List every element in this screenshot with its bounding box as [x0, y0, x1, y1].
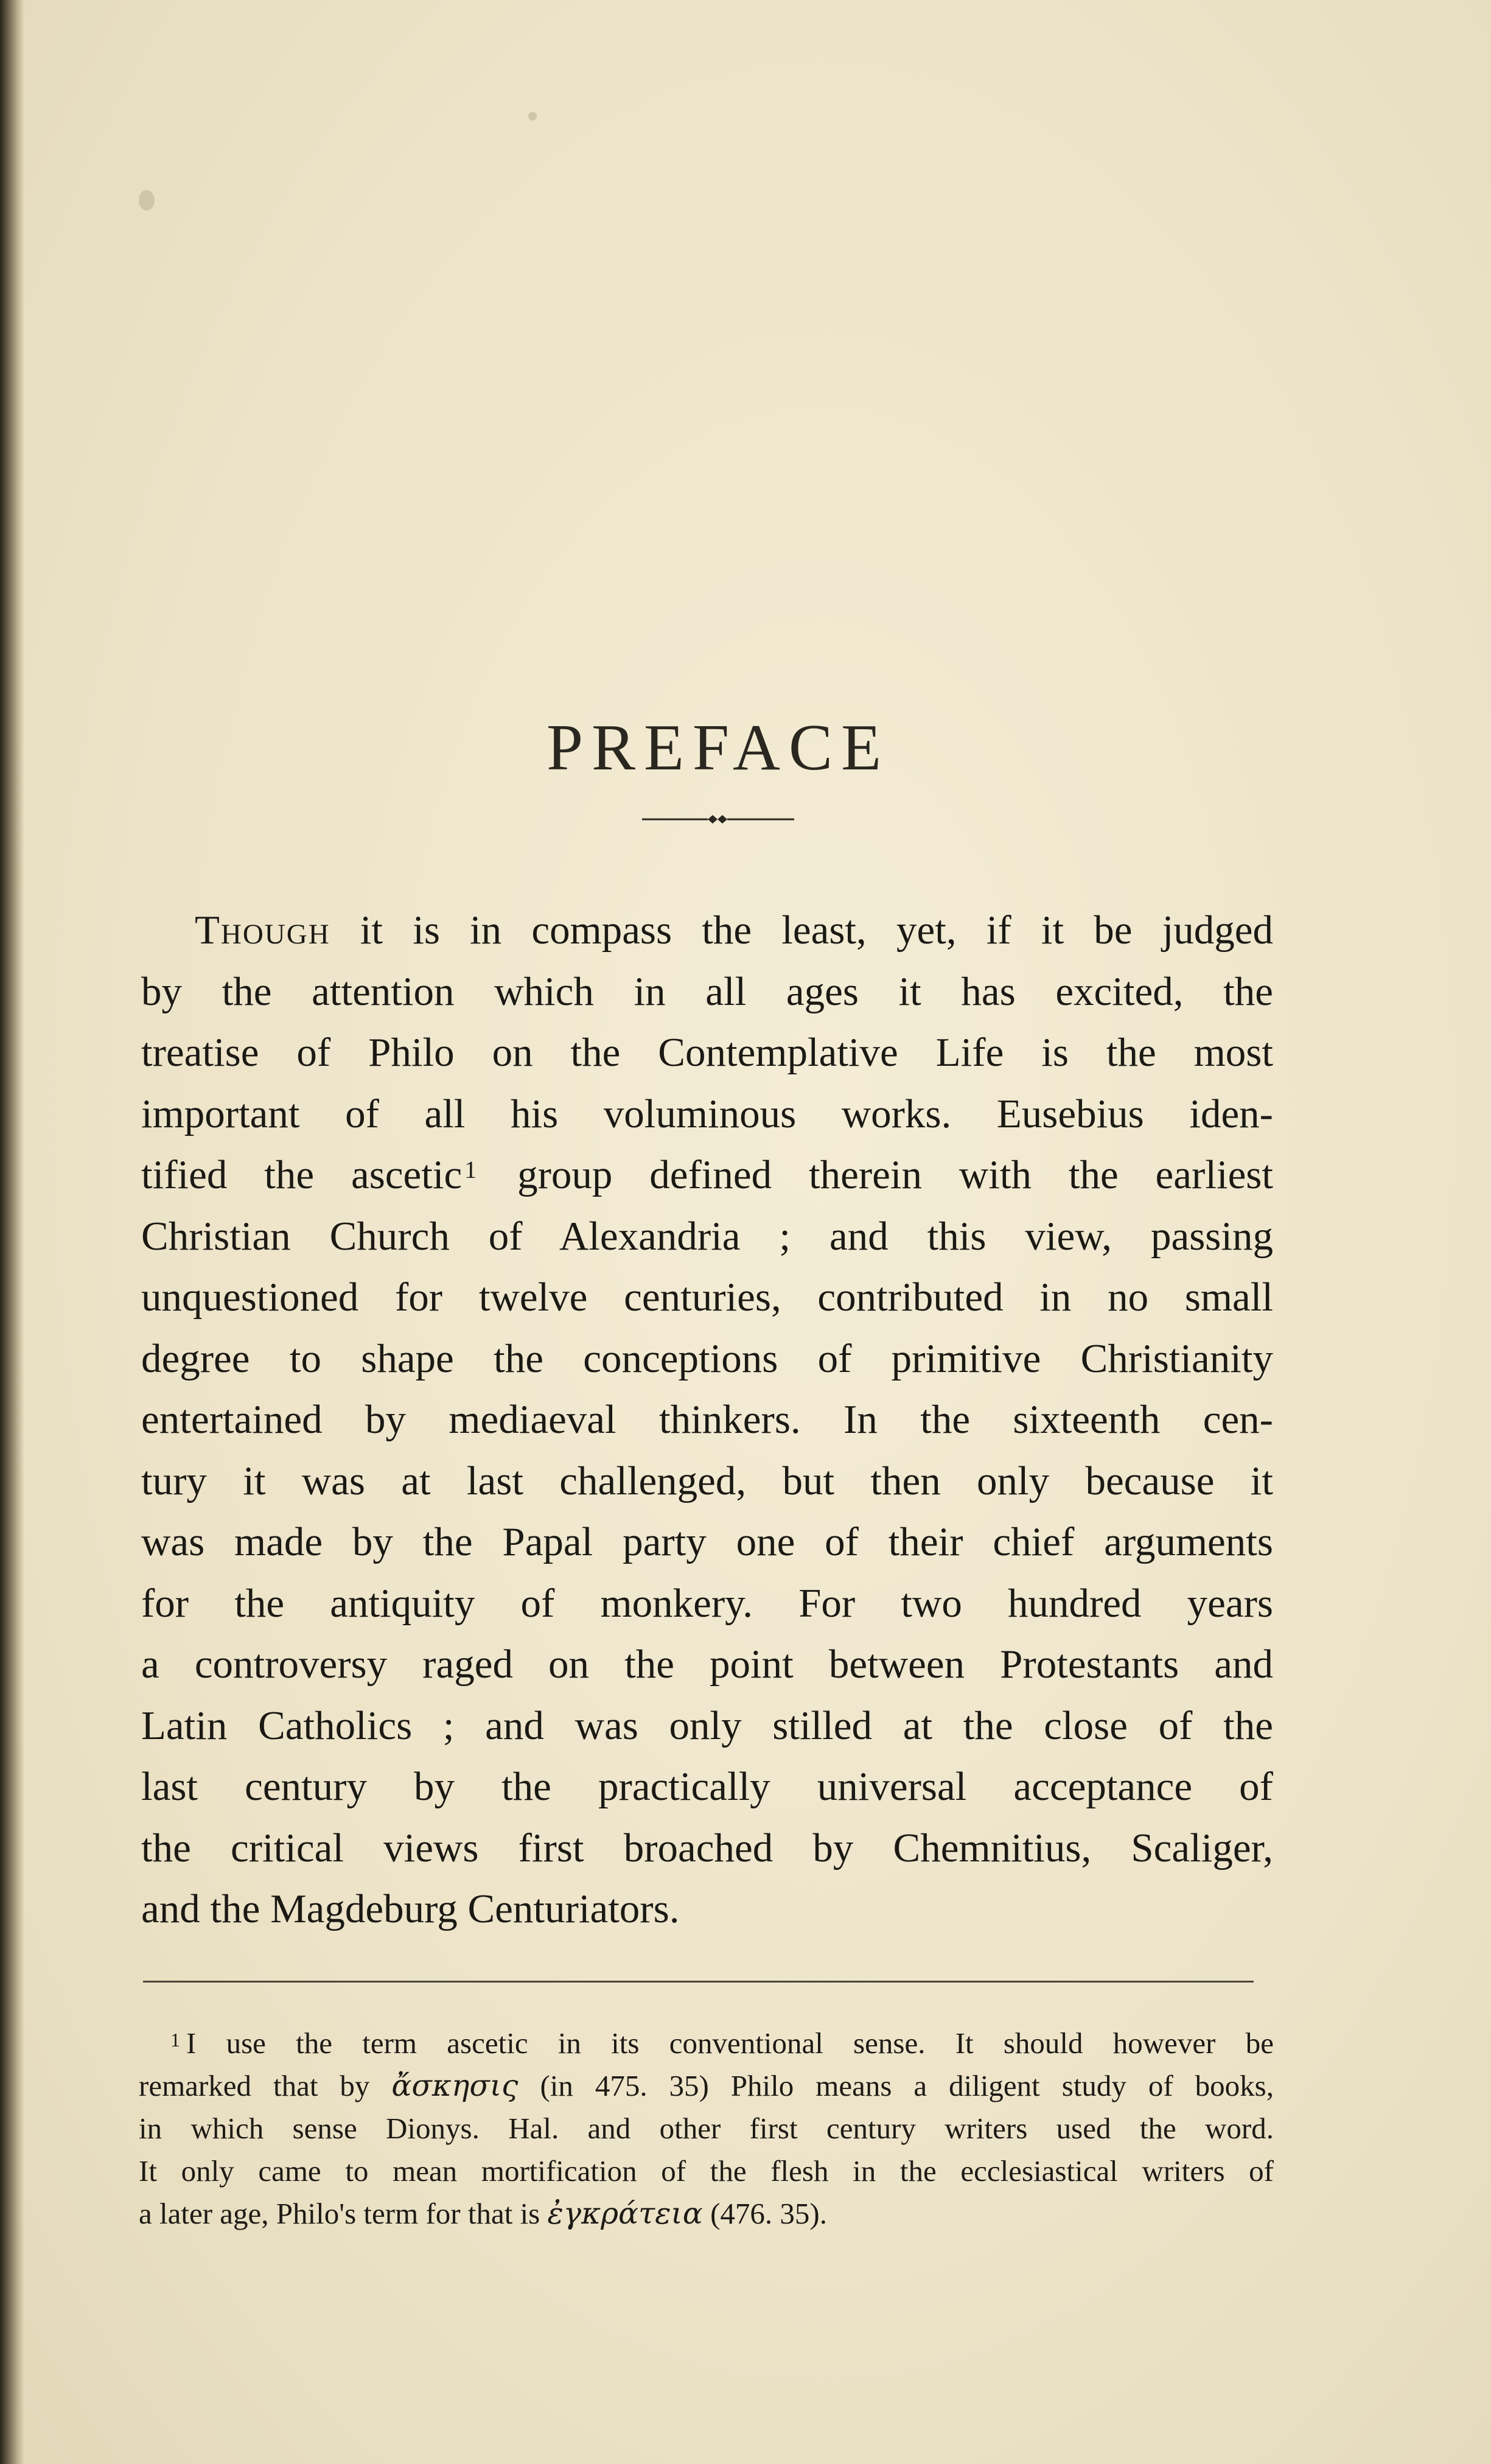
body-line: Latin Catholics ; and was only stilled at the close of the [141, 1703, 1273, 1748]
paper-speck [139, 190, 155, 211]
footnote-marker: 1 [170, 2029, 180, 2051]
body-line: a controversy raged on the point between Protestants and [141, 1642, 1273, 1687]
body-line: unquestioned for twelve centuries, contributed in no small [141, 1275, 1273, 1320]
footnote-line: It only came to mean mortification of the flesh in the ecclesiastical writers of [139, 2154, 1274, 2188]
body-line: and the Magdeburg Centuriators. [141, 1886, 680, 1931]
body-line: last century by the practically universal acceptance of [141, 1764, 1273, 1809]
footnote-line-text: (in 475. 35) Philo means a diligent study of books, [518, 2069, 1274, 2102]
body-line: Christian Church of Alexandria ; and this view, passing [141, 1213, 1273, 1259]
paper-speck [528, 112, 537, 121]
footnote-line-text: (476. 35). [702, 2197, 827, 2230]
body-line: degree to shape the conceptions of primitive Christianity [141, 1335, 1273, 1381]
body-line-text: tified the ascetic [141, 1152, 463, 1197]
footnote-divider [143, 1981, 1254, 1983]
title-ornament [642, 812, 794, 827]
footnote-line-text: a later age, Philo's term for that is [139, 2197, 548, 2230]
body-line [141, 900, 1273, 961]
body-line: tury it was at last challenged, but then only because it [141, 1458, 1273, 1503]
opening-word: Though [195, 908, 330, 953]
greek-term: ἄσκησις [391, 2068, 519, 2103]
body-line-text: group defined therein with the earliest [480, 1152, 1273, 1197]
footnote-line [139, 2065, 1274, 2107]
footnote-reference: 1 [464, 1156, 477, 1183]
footnote-line: in which sense Dionys. Hal. and other first century writers used the word. [139, 2112, 1274, 2145]
body-line: for the antiquity of monkery. For two hundred years [141, 1580, 1273, 1626]
preface-body [141, 900, 1273, 1940]
body-line: by the attention which in all ages it has excited, the [141, 968, 1273, 1014]
page-title: PREFACE [546, 712, 890, 785]
footnote-line [139, 2193, 1274, 2235]
footnote-line-text: I use the term ascetic in its conventional sense. It should however be [186, 2026, 1274, 2060]
body-line-text: it is in compass the least, yet, if it be judged [330, 908, 1273, 953]
body-line: important of all his voluminous works. Eusebius iden- [141, 1091, 1273, 1136]
greek-term: ἐγκράτεια [547, 2196, 703, 2231]
body-line: treatise of Philo on the Contemplative Life is the most [141, 1030, 1273, 1075]
footnote-line-text: remarked that by [139, 2069, 392, 2102]
body-line: entertained by mediaeval thinkers. In the sixteenth cen- [141, 1397, 1273, 1442]
body-line [141, 1144, 1273, 1206]
page-binding-edge [0, 0, 24, 2464]
body-line: was made by the Papal party one of their chief arguments [141, 1519, 1273, 1564]
body-line: the critical views first broached by Chemnitius, Scaliger, [141, 1825, 1273, 1871]
footnote-line [139, 2022, 1274, 2065]
footnote [139, 2022, 1274, 2235]
